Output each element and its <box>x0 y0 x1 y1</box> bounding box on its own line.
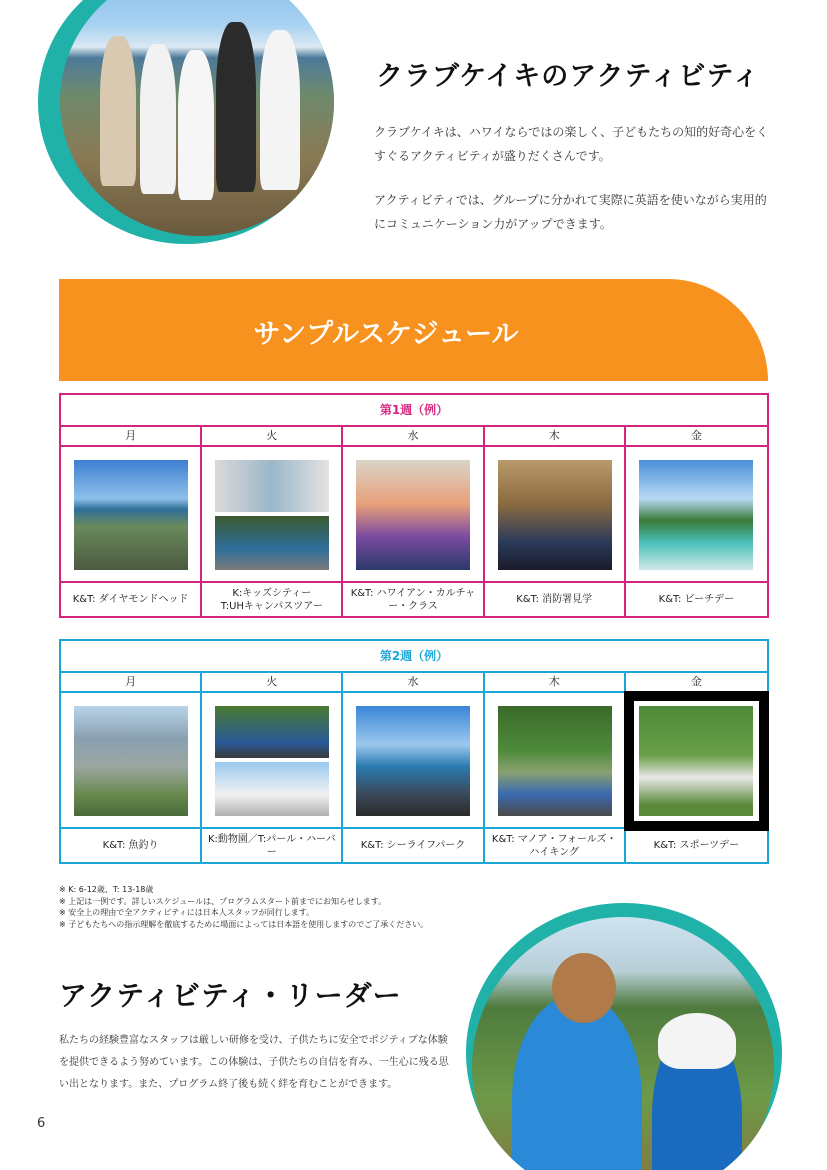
note-2: ※ 上記は一例です。詳しいスケジュールは、プログラムスタート前までにお知らせします。 <box>59 896 387 906</box>
week1-day-tue: 火 <box>202 427 343 447</box>
fishing-photo <box>74 706 188 816</box>
activities-intro <box>374 120 774 236</box>
sports-day-cell <box>626 693 767 829</box>
sports-day-photo <box>639 706 753 816</box>
week1-caption-tue: K:キッズシティー T:UHキャンパスツアー <box>202 583 343 616</box>
week1-day-thu: 木 <box>485 427 626 447</box>
week2-caption-mon: K&T: 魚釣り <box>61 829 202 862</box>
schedule-notes <box>59 884 428 930</box>
zoo-pearl-harbor-photo <box>215 706 329 816</box>
week2-caption-tue: K:動物園／T:パール・ハーバー <box>202 829 343 862</box>
beach-day-photo <box>639 460 753 570</box>
week1-caption-thu: K&T: 消防署見学 <box>485 583 626 616</box>
group-photo-circle <box>38 0 334 244</box>
intro-paragraph-2: アクティビティでは、グループに分かれて実際に英語を使いながら実用的にコミュニケーション力がアップできます。 <box>374 193 767 231</box>
week1-caption-wed: K&T: ハワイアン・カルチャー・クラス <box>343 583 484 616</box>
schedule-banner <box>59 279 768 381</box>
week2-day-fri: 金 <box>626 673 767 693</box>
leader-photo <box>472 917 774 1170</box>
manoa-falls-photo <box>498 706 612 816</box>
week2-caption-thu: K&T: マノア・フォールズ・ハイキング <box>485 829 626 862</box>
week1-day-wed: 水 <box>343 427 484 447</box>
week2-label: 第2週（例） <box>61 641 767 673</box>
diamond-head-photo <box>74 460 188 570</box>
hawaiian-culture-photo <box>356 460 470 570</box>
fire-station-photo <box>498 460 612 570</box>
note-3: ※ 安全上の理由で全アクティビティには日本人スタッフが同行します。 <box>59 908 315 917</box>
week1-caption-mon: K&T: ダイヤモンドヘッド <box>61 583 202 616</box>
activities-title: クラブケイキのアクティビティ <box>376 61 761 92</box>
week1-day-mon: 月 <box>61 427 202 447</box>
week2-caption-fri: K&T: スポーツデー <box>653 840 740 851</box>
kids-city-photo <box>215 460 329 570</box>
week2-day-thu: 木 <box>485 673 626 693</box>
leader-title: アクティビティ・リーダー <box>59 979 402 1012</box>
sea-life-park-photo <box>356 706 470 816</box>
week1-caption-fri: K&T: ビーチデー <box>658 594 735 605</box>
note-1: ※ K: 6-12歳、T: 13-18歳 <box>59 885 154 894</box>
week2-table <box>59 639 769 864</box>
group-photo <box>60 0 334 236</box>
week1-label: 第1週（例） <box>61 395 767 427</box>
week2-day-wed: 水 <box>343 673 484 693</box>
note-4: ※ 子どもたちへの指示理解を徹底するために場面によっては日本語を使用しますのでご了承ください。 <box>59 919 429 929</box>
week2-day-mon: 月 <box>61 673 202 693</box>
week2-caption-wed: K&T: シーライフパーク <box>343 829 484 862</box>
intro-paragraph-1: クラブケイキは、ハワイならではの楽しく、子どもたちの知的好奇心をくすぐるアクティビティが盛りだくさんです。 <box>374 125 769 163</box>
week1-table <box>59 393 769 618</box>
page-number: 6 <box>37 1116 46 1131</box>
leader-paragraph: 私たちの経験豊富なスタッフは厳しい研修を受け、子供たちに安全でポジティブな体験を提供できるよう努めています。この体験は、子供たちの自信を育み、一生心に残る思い出となります。また、プログラム終了後も続く絆を育むことができます。 <box>59 1035 449 1090</box>
schedule-title: サンプルスケジュール <box>253 319 519 350</box>
week1-day-fri: 金 <box>626 427 767 447</box>
week2-day-tue: 火 <box>202 673 343 693</box>
leader-photo-circle <box>466 903 782 1170</box>
